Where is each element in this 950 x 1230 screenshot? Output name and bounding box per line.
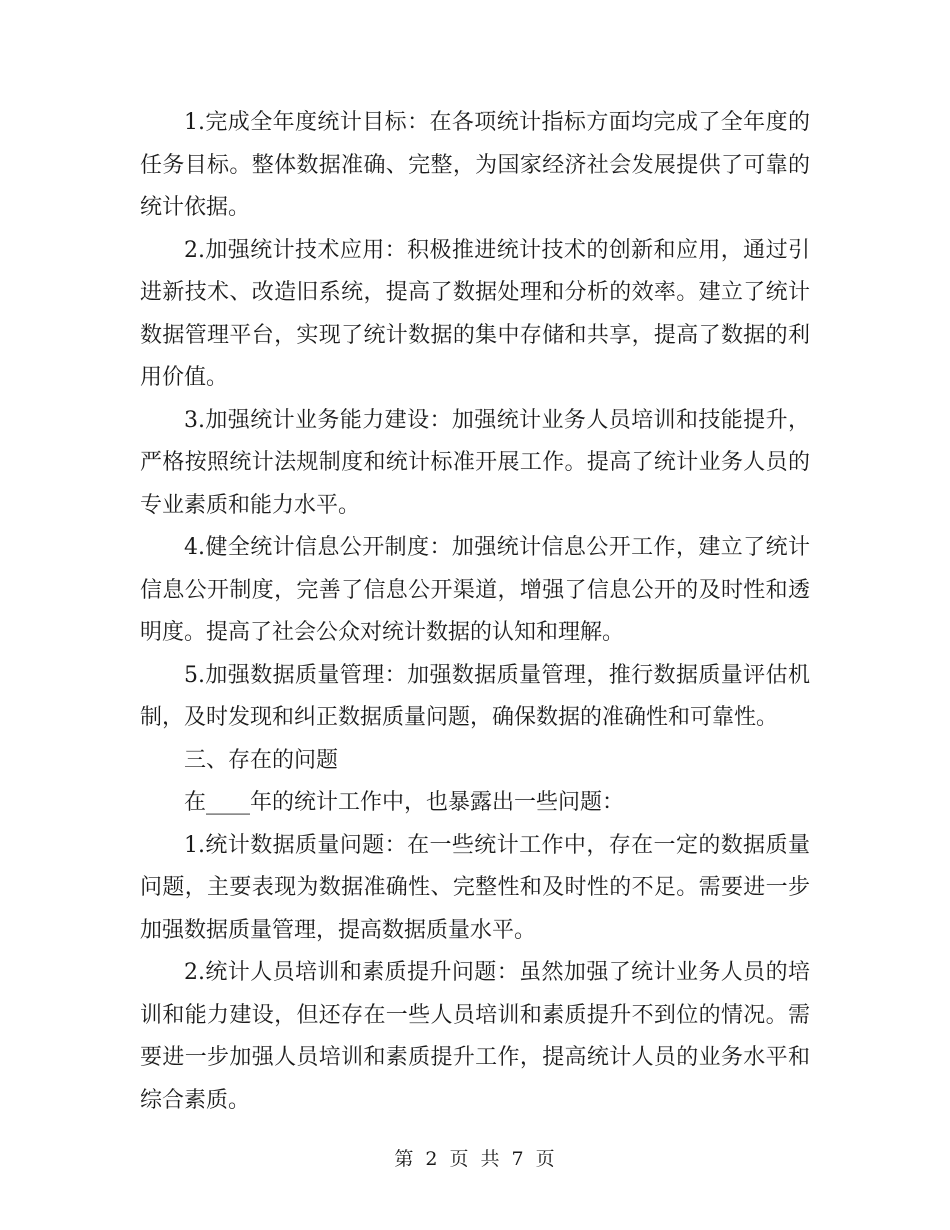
paragraph-achievement-5: 5.加强数据质量管理：加强数据质量管理，推行数据质量评估机制，及时发现和纠正数据质量问题，确保数据的准确性和可靠性。 bbox=[140, 662, 810, 730]
paragraph-achievement-4: 4.健全统计信息公开制度：加强统计信息公开工作，建立了统计信息公开制度，完善了信息公开渠道，增强了信息公开的及时性和透明度。提高了社会公众对统计数据的认知和理解。 bbox=[140, 535, 810, 645]
page-number-footer: 第 2 页 共 7 页 bbox=[394, 1148, 556, 1170]
paragraph-achievement-2: 2.加强统计技术应用：积极推进统计技术的创新和应用，通过引进新技术、改造旧系统，提高了数据处理和分析的效率。建立了统计数据管理平台，实现了统计数据的集中存储和共享，提高了数据的利用价值。 bbox=[140, 237, 810, 390]
document-body bbox=[140, 102, 810, 1122]
paragraph-achievement-1: 1.完成全年度统计目标：在各项统计指标方面均完成了全年度的任务目标。整体数据准确、完整，为国家经济社会发展提供了可靠的统计依据。 bbox=[140, 110, 810, 220]
paragraph-problems-intro: 在____年的统计工作中，也暴露出一些问题： bbox=[184, 790, 625, 815]
paragraph-achievement-3: 3.加强统计业务能力建设：加强统计业务人员培训和技能提升，严格按照统计法规制度和统计标准开展工作。提高了统计业务人员的专业素质和能力水平。 bbox=[140, 407, 810, 518]
paragraph-problem-2: 2.统计人员培训和素质提升问题：虽然加强了统计业务人员的培训和能力建设，但还存在一些人员培训和素质提升不到位的情况。需要进一步加强人员培训和素质提升工作，提高统计人员的业务水平和综合素质。 bbox=[140, 960, 810, 1113]
section-heading-problems: 三、存在的问题 bbox=[184, 747, 339, 773]
paragraph-problem-1: 1.统计数据质量问题：在一些统计工作中，存在一定的数据质量问题，主要表现为数据准确性、完整性和及时性的不足。需要进一步加强数据质量管理，提高数据质量水平。 bbox=[140, 832, 810, 943]
